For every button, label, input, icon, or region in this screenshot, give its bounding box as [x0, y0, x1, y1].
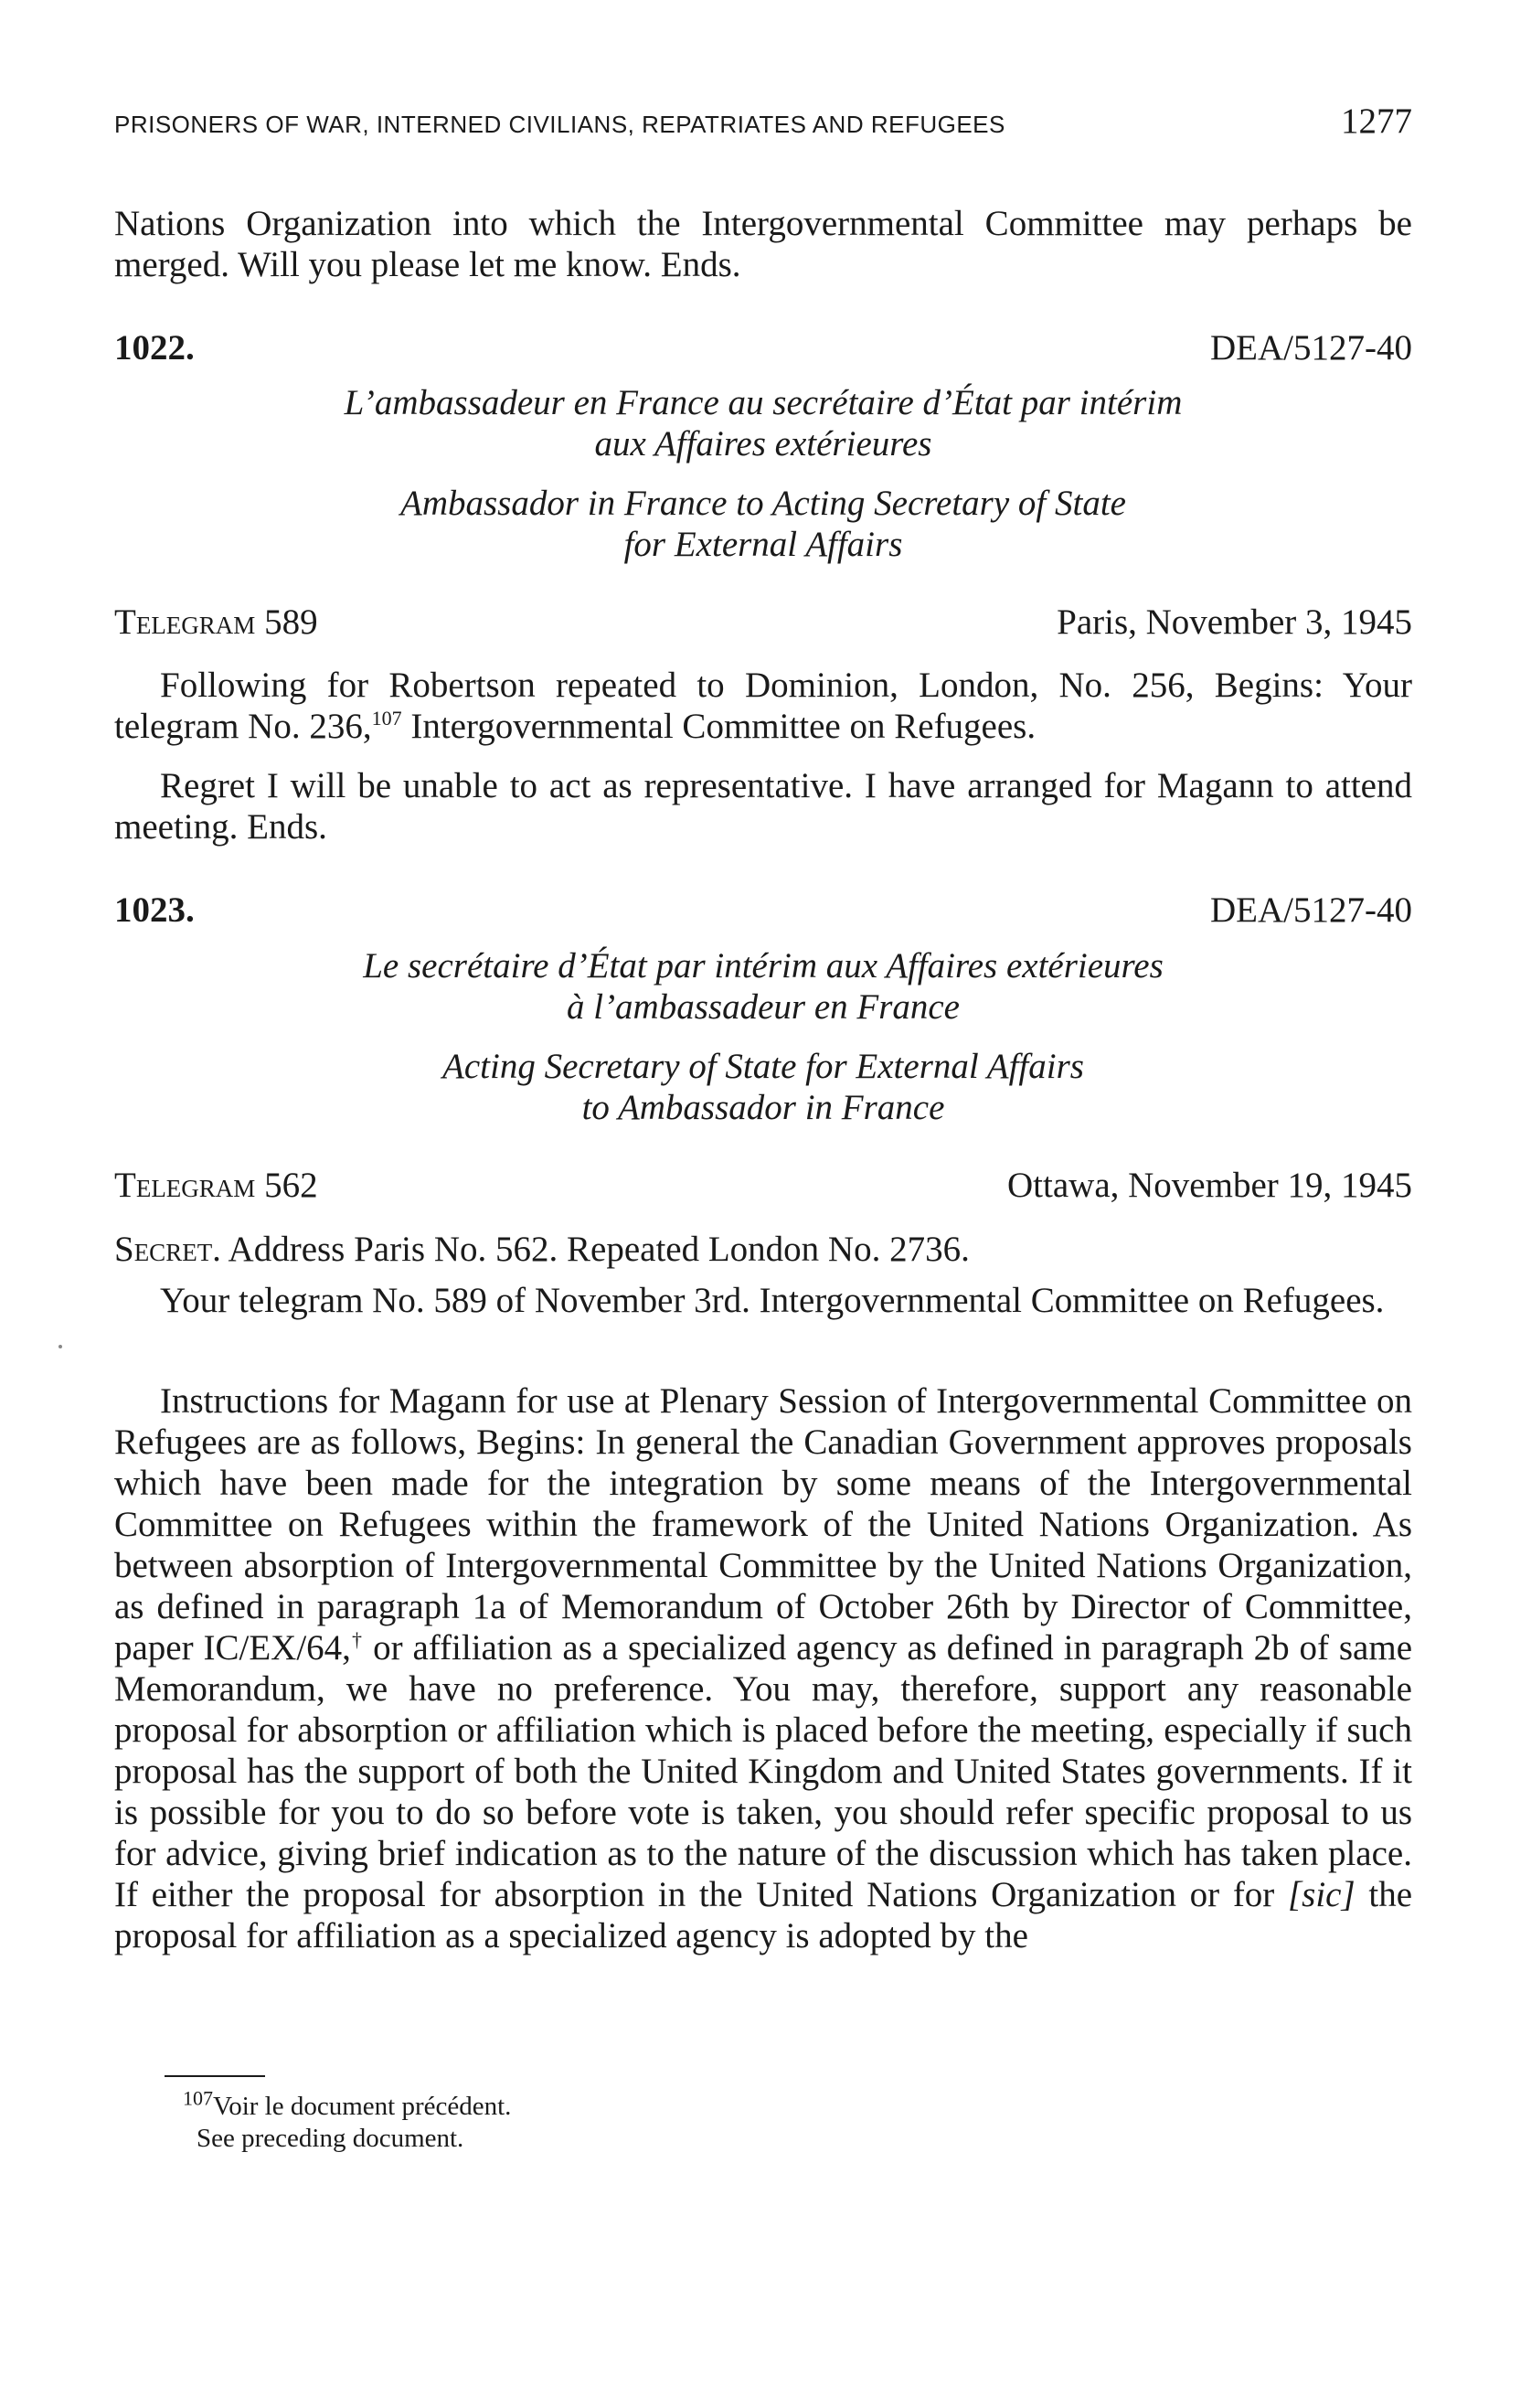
telegram-line [114, 602, 1412, 643]
footnote-rule [165, 2075, 265, 2077]
english-title-line-2: for External Affairs [623, 525, 903, 564]
doc-1022-heading [114, 327, 1412, 368]
body-paragraph-instructions: Instructions for Magann for use at Plenary Session of Intergovernmental Committee on Refugees are as follows, Begins: In general the Canadian Government approves proposals which have been made for the integration by some means of the Intergovernmental Committee on Refugees within the framework of the United Nations Organization. As between absorption of Intergovernmental Committee by the United Nations Organization, as defined in paragraph 1a of Memorandum of October 26th by Director of Committee, paper IC/EX/64,† or affiliation as a specialized agency as defined in paragraph 2b of same Memorandum, we have no preference. You may, therefore, support any reasonable proposal for absorption or affiliation which is placed before the meeting, especially if such proposal has the support of both the United Kingdom and United States governments. If it is possible for you to do so before vote is taken, you should refer specific proposal to us for advice, giving brief indication as to the nature of the discussion which has taken place. If either the proposal for absorption in the United Nations Organization or for [sic] the proposal for affiliation as a specialized agency is adopted by the [114, 1381, 1413, 1955]
continuation-paragraph: Nations Organization into which the Intergovernmental Committee may perhaps be merged. Will you please let me know. Ends. [114, 204, 1412, 284]
page-number: 1277 [1341, 101, 1412, 141]
running-header [114, 101, 1412, 142]
doc-number: 1022. [114, 328, 195, 368]
scan-speck [58, 1345, 62, 1348]
body-paragraph: Following for Robertson repeated to Dominion, London, No. 256, Begins: Your telegram No. 236,$^{107}$ Intergovernmental Committee on Refugees. [114, 666, 1412, 746]
running-title: PRISONERS OF WAR, INTERNED CIVILIANS, REPATRIATES AND REFUGEES [114, 111, 1005, 138]
french-title-line-2: à l’ambassadeur en France [566, 987, 960, 1027]
doc-number: 1023. [114, 890, 195, 930]
telegram-line [114, 1165, 1412, 1206]
footnote-french: $^{107}$Voir le document précédent. [183, 2086, 512, 2121]
english-title-line-2: to Ambassador in France [581, 1088, 945, 1127]
telegram-number: Telegram 562 [114, 1166, 318, 1205]
file-reference: DEA/5127-40 [1210, 890, 1412, 930]
french-title-line-1: Le secrétaire d’État par intérim aux Affaires extérieures [363, 946, 1164, 986]
english-title-line-1: Acting Secretary of State for External Affairs [442, 1047, 1084, 1086]
doc-1023-heading [114, 890, 1412, 931]
dagger-marker: † [350, 1628, 364, 1651]
french-title-line-1: L’ambassadeur en France au secrétaire d’État par intérim [344, 383, 1183, 422]
place-date: Paris, November 3, 1945 [1057, 602, 1412, 642]
footnote-marker: 107 [371, 707, 402, 730]
secret-label: Secret. [114, 1230, 221, 1269]
footnote-number: 107 [183, 2086, 213, 2110]
footnote-english: See preceding document. [197, 2124, 464, 2153]
secret-address-line: Secret. Address Paris No. 562. Repeated London No. 2736. [114, 1230, 970, 1269]
place-date: Ottawa, November 19, 1945 [1007, 1166, 1412, 1205]
french-title-line-2: aux Affaires extérieures [594, 424, 932, 463]
english-title-line-1: Ambassador in France to Acting Secretary of State [400, 484, 1126, 523]
telegram-number: Telegram 589 [114, 602, 318, 642]
body-paragraph: Your telegram No. 589 of November 3rd. Intergovernmental Committee on Refugees. [160, 1281, 1385, 1320]
file-reference: DEA/5127-40 [1210, 328, 1412, 368]
sic-note: [sic] [1287, 1875, 1356, 1914]
body-paragraph: Regret I will be unable to act as representative. I have arranged for Magann to attend meeting. Ends. [114, 766, 1412, 847]
